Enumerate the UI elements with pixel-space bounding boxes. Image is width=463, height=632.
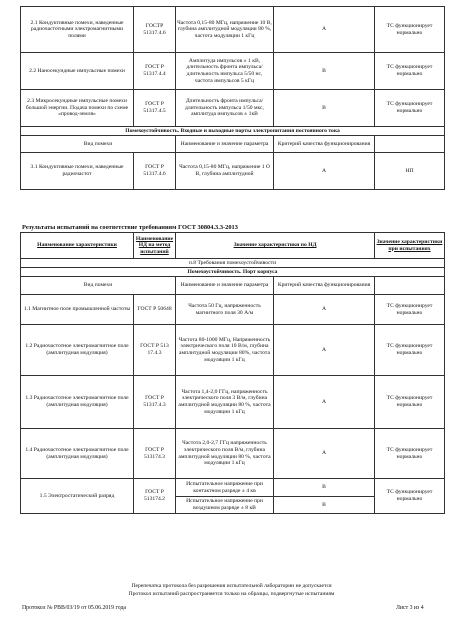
col-header-result: Значение характеристики при испытаниях: [375, 233, 445, 259]
subheader-row: [21, 136, 445, 153]
emc-results-table-1: [20, 6, 445, 190]
parameter-cell: Частота 1,4-2,0 ГГц, напряженность электрического поля 3 В/м, глубина амплитудной модуляции 80 %, частота модуляции 1 кГц: [176, 376, 274, 429]
standard-cell: ГОСТР 51317.4.6: [134, 7, 176, 53]
result-cell: НП: [375, 153, 445, 190]
interference-type-header: Вид помехи: [21, 277, 176, 295]
result-cell: ТС функционирует нормально: [375, 479, 445, 514]
test-name-cell: 1.4 Радиочастотное электромагнитное поле (амплитудная модуляция): [21, 429, 134, 479]
standard-cell: ГОСТ Р 51317.4.4: [134, 53, 176, 90]
table-row: [21, 376, 445, 429]
test-name-cell: 1.1 Магнитное поле промышленной частоты: [21, 295, 134, 325]
parameter-cell: Длительность фронта импульса/длительность импульса 1/50 мкс, амплитуда импульсов ± 1кВ: [176, 90, 274, 127]
table-row: [21, 479, 445, 497]
table-row: [21, 429, 445, 479]
test-name-cell: 2.3 Микросекундные импульсные помехи большой энергии. Подача помехи по схеме «провод-земля»: [21, 90, 134, 127]
col-header-doc: Наименование НД на метод испытаний: [134, 233, 176, 259]
result-cell: ТС функционирует нормально: [375, 295, 445, 325]
parameter-cell: Амплитуда импульсов ± 1 кВ, длительность фронта импульса/длительность импульса 5/50 нс, частота импульсов 5 кГц: [176, 53, 274, 90]
subheader-row: [21, 277, 445, 295]
parameter-cell: Испытательное напряжение при контактном разряде ± 4 кв: [176, 479, 274, 497]
test-name-cell: 1.2 Радиочастотное электромагнитное поле (амплитудная модуляция): [21, 325, 134, 376]
section-row: [21, 268, 445, 277]
test-name-cell: 2.1 Кондуктивные помехи, наведенные радиочастотными электромагнитными полями: [21, 7, 134, 53]
test-name-cell: 1.5 Электростатический разряд: [21, 479, 134, 514]
criterion-cell: В: [274, 479, 375, 497]
test-name-cell: 3.1 Кондуктивные помехи, наведенные радиочастот: [21, 153, 134, 190]
criterion-cell: В: [274, 53, 375, 90]
criterion-cell: А: [274, 325, 375, 376]
empty-cell: [375, 136, 445, 153]
standard-cell: ГОСТ Р 513174.2: [134, 479, 176, 514]
criterion-header: Критерий качества функционирования: [274, 277, 375, 295]
criterion-cell: А: [274, 153, 375, 190]
parameter-cell: Частота 2,0-2,7 ГГц напряженность электрического поля В/м, глубина амплитудной модуляции 80 %, частота модуляции 1 кГц: [176, 429, 274, 479]
standard-cell: ГОСТ Р 51317.4.6: [134, 153, 176, 190]
criterion-cell: А: [274, 295, 375, 325]
protocol-number: Протокол № РВВ/03/19 от 05.06.2019 года: [22, 605, 126, 611]
col-header-value: Значение характеристики по НД: [176, 233, 375, 259]
parameter-cell: Частота 80-1000 МГц, Напряженность электрического поля 10 В/м, глубина амплитудной модуляции 80%, частота модуляции 1 кГц: [176, 325, 274, 376]
criterion-cell: В: [274, 497, 375, 514]
result-cell: ТС функционирует нормально: [375, 325, 445, 376]
page-number: Лист 3 из 4: [396, 605, 424, 611]
criterion-header: Критерий качества функционирования: [274, 136, 375, 153]
scope-notice: Протокол испытаний распространяется только на образцы, подвергнутые испытаниям: [128, 591, 335, 597]
table-row: [21, 153, 445, 190]
parameter-cell: Испытательное напряжение при воздушном разряде ± 8 кВ: [176, 497, 274, 514]
test-name-cell: 1.3 Радиочастотное электромагнитное поле (амплитудная модуляция): [21, 376, 134, 429]
table-row: [21, 53, 445, 90]
standard-cell: ГОСТ Р 50648: [134, 295, 176, 325]
criterion-cell: В: [274, 90, 375, 127]
parameter-cell: Частота 0,15-80 МГц, напряжение 1 О В, глубина амплитудной: [176, 153, 274, 190]
criterion-cell: А: [274, 376, 375, 429]
reprint-notice: Перепечатка протокола без разрешения испытательной лаборатории не допускается: [131, 583, 332, 589]
result-cell: ТС функционирует нормально: [375, 90, 445, 127]
section-title-row: [21, 127, 445, 136]
standard-cell: ГОСТ Р 51317.4.5: [134, 90, 176, 127]
standard-cell: ГОСТ Р 513 17.4.3: [134, 325, 176, 376]
header-row: [21, 233, 445, 259]
result-cell: ТС функционирует нормально: [375, 376, 445, 429]
parameter-cell: Частота 50 Гц, напряженность магнитного поля 30 А/м: [176, 295, 274, 325]
section-title: Помехоустойчивость. Входные и выходные порты электропитания постоянного тока: [21, 127, 445, 136]
criterion-cell: А: [274, 7, 375, 53]
interference-type-header: Вид помехи: [21, 136, 176, 153]
result-cell: ТС функционирует нормально: [375, 7, 445, 53]
table-row: [21, 325, 445, 376]
table-row: [21, 90, 445, 127]
emc-results-table-2: [20, 232, 445, 514]
criterion-cell: А: [274, 429, 375, 479]
parameter-header: Наименование и значение параметра: [176, 277, 274, 295]
col-header-name: Наименование характеристики: [21, 233, 134, 259]
table-row: [21, 7, 445, 53]
result-cell: ТС функционирует нормально: [375, 53, 445, 90]
port-section: Помехоустойчивость. Порт корпуса: [21, 268, 445, 277]
requirements-section: п.8 Требования помехоустойчивости: [21, 259, 445, 268]
test-name-cell: 2.2 Наносекундные импульсные помехи: [21, 53, 134, 90]
section-heading: Результаты испытаний на соответствие требованиям ГОСТ 30804.3.3-2013: [22, 224, 238, 231]
section-row: [21, 259, 445, 268]
standard-cell: ГОСТ Р 51317.4.3: [134, 376, 176, 429]
result-cell: ТС функционирует нормально: [375, 429, 445, 479]
parameter-header: Наименование и значение параметра: [176, 136, 274, 153]
parameter-cell: Частота 0,15-80 МГц, напряжение 10 В, глубина амплитудной модуляции 80 %, частота модуляции 1 кГц: [176, 7, 274, 53]
empty-cell: [375, 277, 445, 295]
table-row: [21, 295, 445, 325]
standard-cell: ГОСТ Р 513174.3: [134, 429, 176, 479]
